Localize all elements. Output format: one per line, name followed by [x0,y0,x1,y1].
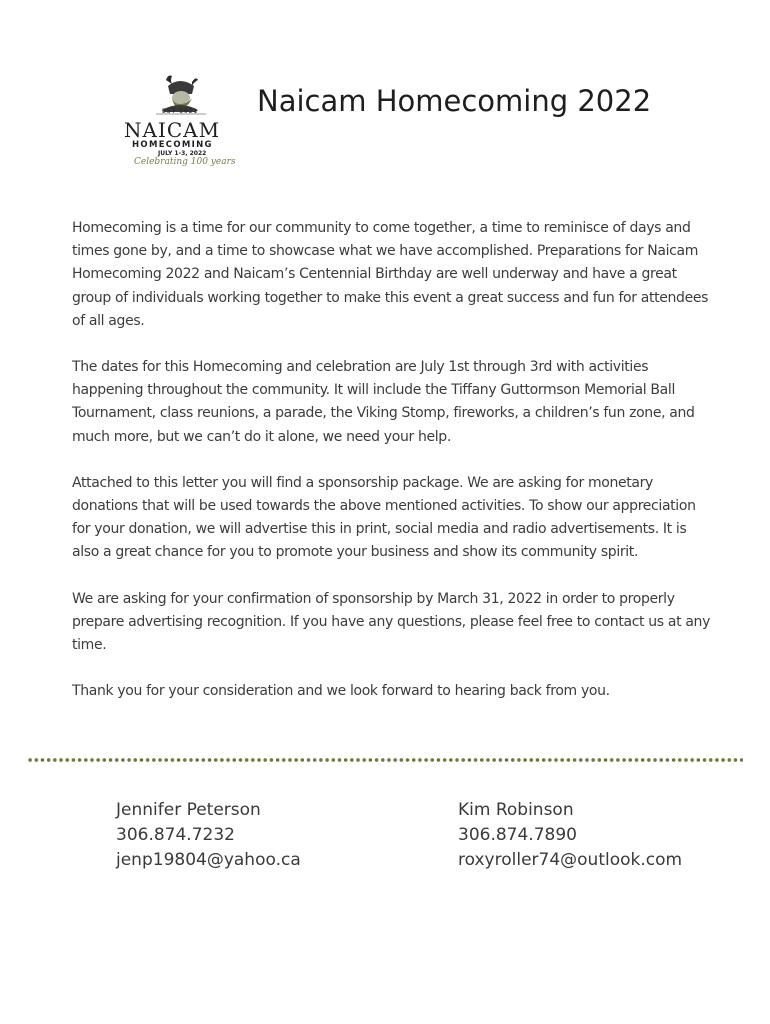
contact-phone: 306.874.7232 [116,825,235,845]
paragraph-sponsorship: Attached to this letter you will find a sponsorship package. We are asking for monetary donations that will be used towards the above mentioned activities. To show our appreciation for your donation, we will advertise this in print, social media and radio advertisements. It is also a great chance for you to promote your business and show its community spirit. [72,474,696,561]
logo-dates-text: JULY 1-3, 2022 [158,150,207,157]
logo-est-text: EST 1921 [162,108,199,115]
contact-block-jennifer [116,798,301,873]
letter-body [72,217,712,726]
contact-name: Jennifer Peterson [116,800,261,820]
paragraph-intro: Homecoming is a time for our community to come together, a time to reminisce of days and times gone by, and a time to showcase what we have accomplished. Preparations for Naicam Homecoming 2022 and Naicam’s Centennial Birthday are well underway and have a great group of individuals working together to make this event a great success and fun for attendees of all ages. [72,220,709,329]
contact-email: roxyroller74@outlook.com [458,850,683,870]
dotted-divider [27,757,743,763]
logo-name-text: NAICAM [124,118,221,142]
contact-email: jenp19804@yahoo.ca [116,850,301,870]
naicam-homecoming-logo [122,72,240,180]
contact-phone: 306.874.7890 [458,825,577,845]
contact-block-kim [458,798,682,873]
page-title: Naicam Homecoming 2022 [257,84,652,118]
paragraph-dates: The dates for this Homecoming and celebration are July 1st through 3rd with activities happening throughout the community. It will include the Tiffany Guttormson Memorial Ball Tournament, class reunions, a parade, the Viking Stomp, fireworks, a children’s fun zone, and much more, but we can’t do it alone, we need your help. [72,359,695,445]
contact-name: Kim Robinson [458,800,574,820]
logo-subtitle-text: HOMECOMING [132,140,213,150]
paragraph-thanks: Thank you for your consideration and we look forward to hearing back from you. [72,683,610,700]
paragraph-confirmation: We are asking for your confirmation of sponsorship by March 31, 2022 in order to properly prepare advertising recognition. If you have any questions, please feel free to contact us at any time. [72,590,711,654]
logo-tagline-text: Celebrating 100 years [134,157,236,167]
